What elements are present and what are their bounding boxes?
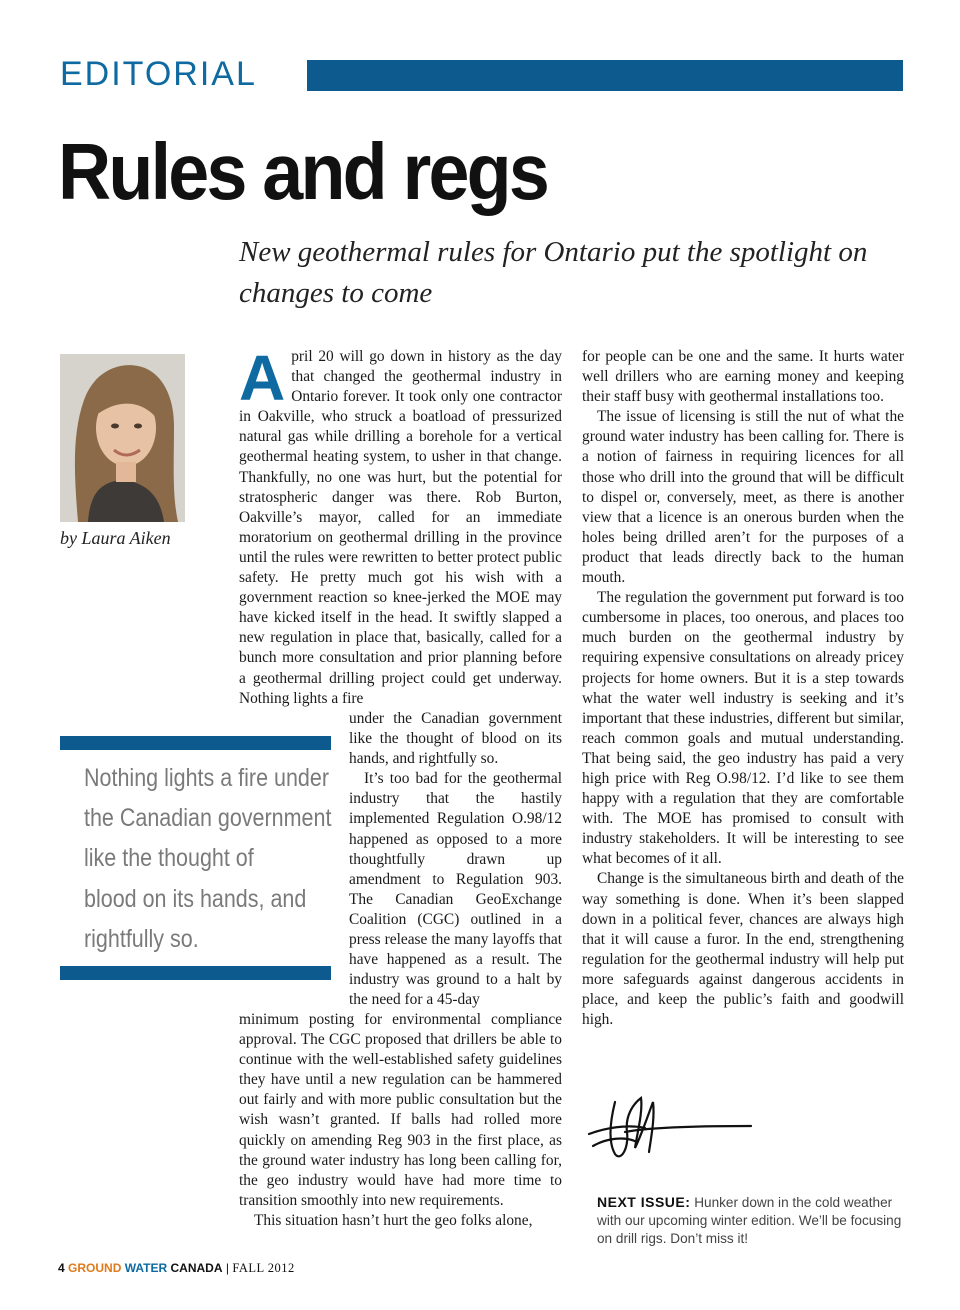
article-column-left-top	[239, 342, 562, 709]
paragraph-right-4: Change is the simultaneous birth and death of the way something is done. When it’s been slapped down in a political fever, chances are always high that it will cause a furor. In the end, strengthening regulation for the geothermal industry will help put more safeguards against dangerous accidents in place, and keep the public’s faith and goodwill high.	[582, 870, 904, 1029]
page-number: 4	[58, 1261, 65, 1275]
article-column-left-bottom	[239, 1010, 562, 1231]
pull-quote-top-bar	[60, 736, 331, 750]
paragraph-2-continued: minimum posting for environmental compliance approval. The CGC proposed that drillers be able to continue with the well-established safety guidelines they have until a new regulation can be hammered out fairly and with more public consultation but the wish wasn’t granted. If balls had rolled more quickly on amending Reg 903 in the first place, as the ground water industry has long been calling for, the geo industry would have had more time to transition smoothly into new requirements.	[239, 1011, 562, 1209]
paragraph-1-top: pril 20 will go down in history as the day that changed the geothermal industry in Ontario forever. It took only one contractor in Oakville, who struck a boatload of pressurized natural gas while drilling a borehole for a vertical geothermal heating system, to usher in that change. Thankfully, no one was hurt, but the potential for stratospheric danger was there. Rob Burton, Oakville’s mayor, called for an immediate moratorium on geothermal drilling in the province until the rules were rewritten to better protect public safety. He pretty much got his wish with a government reaction so knee-jerked the MOE may have kicked itself in the head. It swiftly slapped a new regulation in place that, basically, called for a bunch more consultation and prior planning before a geothermal drilling project could get underway. Nothing lights a fire	[239, 348, 562, 707]
article-subtitle: New geothermal rules for Ontario put the spotlight on changes to come	[239, 236, 868, 309]
drop-cap: A	[239, 342, 286, 414]
pull-quote-line: the Canadian government	[84, 804, 332, 833]
footer-issue: FALL 2012	[232, 1261, 295, 1275]
next-issue-note	[597, 1193, 902, 1248]
footer-separator: |	[225, 1261, 229, 1275]
pull-quote	[84, 758, 332, 959]
author-byline: by Laura Aiken	[60, 528, 171, 548]
next-issue-text: Hunker down in the cold weather with our upcoming winter edition. We’ll be focusing on drill rigs. Don’t miss it!	[597, 1195, 902, 1246]
paragraph-2-top: It’s too bad for the geothermal industry that the hastily implemented Regulation O.98/12 happened as opposed to a more thoughtfully drawn up amendment to Regulation 903. The Canadian GeoExchange Coalition (CGC) outlined in a press release the many layoffs that have happened as a result. The industry was ground to a halt by the need for a 45-day	[349, 770, 562, 1009]
page-footer	[58, 1261, 295, 1276]
editor-signature	[585, 1088, 755, 1168]
pull-quote-bottom-bar	[60, 966, 331, 980]
footer-brand-water: WATER	[124, 1261, 168, 1275]
next-issue-label: NEXT ISSUE:	[597, 1194, 691, 1210]
article-title: Rules and regs	[58, 127, 547, 216]
pull-quote-line: blood on its hands, and	[84, 884, 307, 913]
paragraph-right-1: for people can be one and the same. It hurts water well drillers who are earning money and keeping their staff busy with geothermal installations too.	[582, 348, 904, 406]
footer-brand-canada: CANADA	[170, 1261, 223, 1275]
paragraph-right-3: The regulation the government put forward is too cumbersome in places, too onerous, and places too much burden on the geothermal industry by requiring expensive consultations on already pricey projects for home owners. But it is a step towards what the water well industry is seeking and it’s important that these industries, different but similar, reach common goals and mutual understanding. That being said, the geo industry has paid a very high price with Reg O.98/12. I’d like to see them happy with a regulation that they are comfortable with. The MOE has promised to consult with industry stakeholders. It will be interesting to see what becomes of it all.	[582, 589, 904, 868]
pull-quote-line: rightfully so.	[84, 924, 199, 953]
paragraph-3: This situation hasn’t hurt the geo folks alone,	[254, 1211, 533, 1229]
pull-quote-line: Nothing lights a fire under	[84, 764, 330, 792]
section-label: EDITORIAL	[60, 55, 257, 93]
author-portrait-image	[60, 354, 185, 522]
paragraph-1-continued: under the Canadian government like the thought of blood on its hands, and rightfully so.	[349, 710, 562, 768]
section-header-bar	[307, 60, 903, 91]
footer-brand-ground: GROUND	[68, 1261, 122, 1275]
pull-quote-line: like the thought of	[84, 844, 254, 873]
paragraph-right-2: The issue of licensing is still the nut of what the ground water industry has been calling for. There is a notion of fairness in requiring licences for all those who drill into the ground that will be difficult to dispel or, conversely, meet, as there is another view that a licence is an onerous burden when the holes being drilled aren’t for the purposes of a product that leads directly back to the human mouth.	[582, 408, 904, 587]
article-column-left-narrow	[349, 709, 562, 1010]
author-photo	[60, 354, 185, 522]
article-column-right	[582, 347, 904, 1030]
